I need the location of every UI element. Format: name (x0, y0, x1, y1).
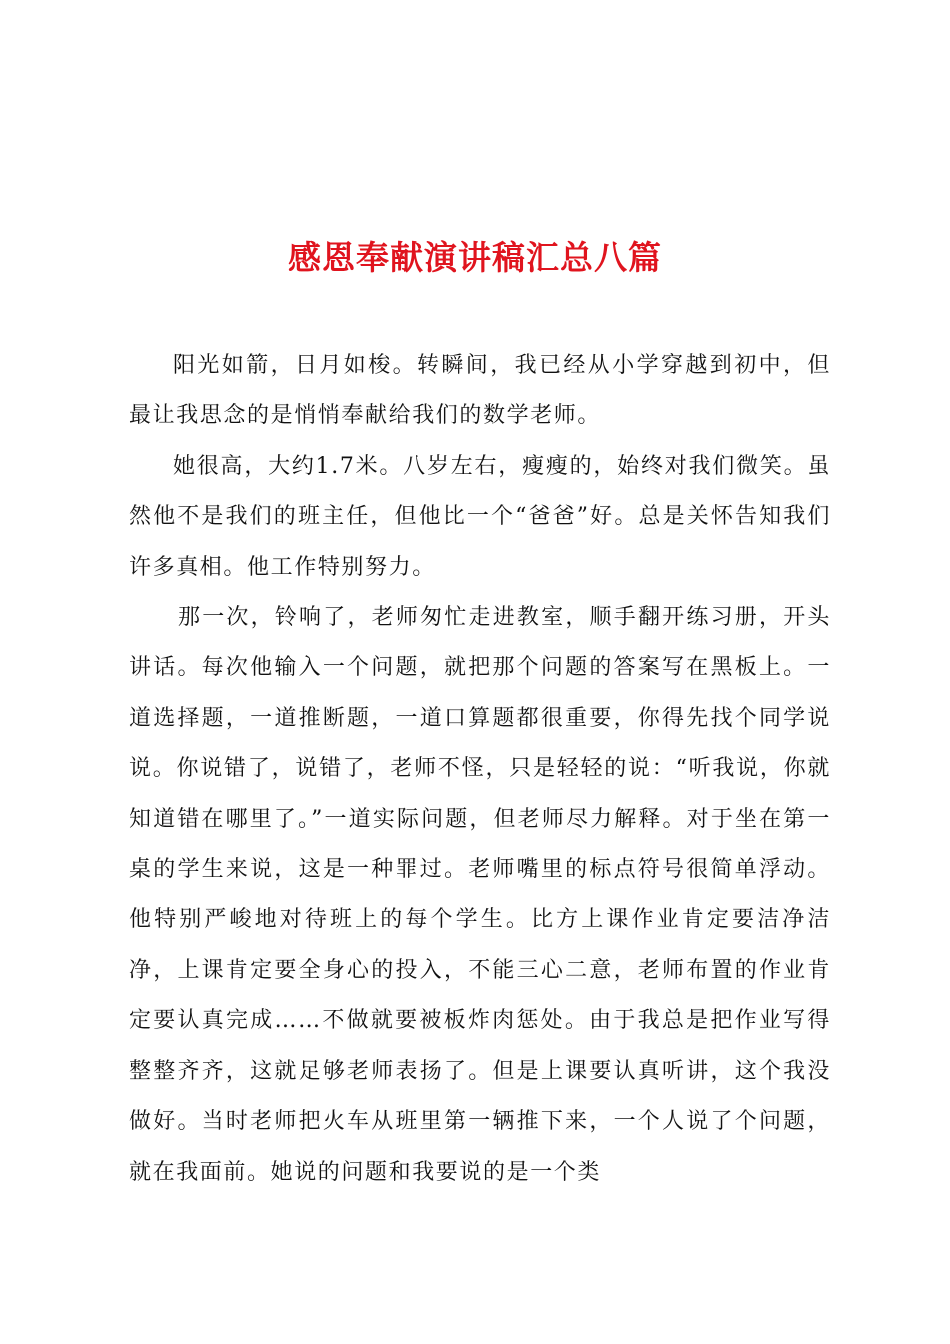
paragraph-3: 那一次，铃响了，老师匆忙走进教室，顺手翻开练习册，开头讲话。每次他输入一个问题，就把那个问题的答案写在黑板上。一道选择题，一道推断题，一道口算题都很重要，你得先找个同学说说。你说错了，说错了，老师不怪，只是轻轻的说：“听我说，你就知道错在哪里了。”一道实际问题，但老师尽力解释。对于坐在第一桌的学生来说，这是一种罪过。老师嘴里的标点符号很简单浮动。他特别严峻地对待班上的每个学生。比方上课作业肯定要洁净洁净，上课肯定要全身心的投入，不能三心二意，老师布置的作业肯定要认真完成……不做就要被板炸肉惩处。由于我总是把作业写得整整齐齐，这就足够老师表扬了。但是上课要认真听讲，这个我没做好。当时老师把火车从班里第一辆推下来，一个人说了个问题，就在我面前。她说的问题和我要说的是一个类 (129, 605, 831, 1185)
document-title: 感恩奉献演讲稿汇总八篇 (288, 238, 662, 278)
document-body (129, 341, 831, 1198)
paragraph-2: 她很高，大约1.7米。八岁左右，瘦瘦的，始终对我们微笑。虽然他不是我们的班主任，但他比一个“爸爸”好。总是关怀告知我们许多真相。他工作特别努力。 (129, 453, 831, 580)
paragraph-1: 阳光如箭，日月如梭。转瞬间，我已经从小学穿越到初中，但最让我思念的是悄悄奉献给我们的数学老师。 (129, 353, 831, 429)
